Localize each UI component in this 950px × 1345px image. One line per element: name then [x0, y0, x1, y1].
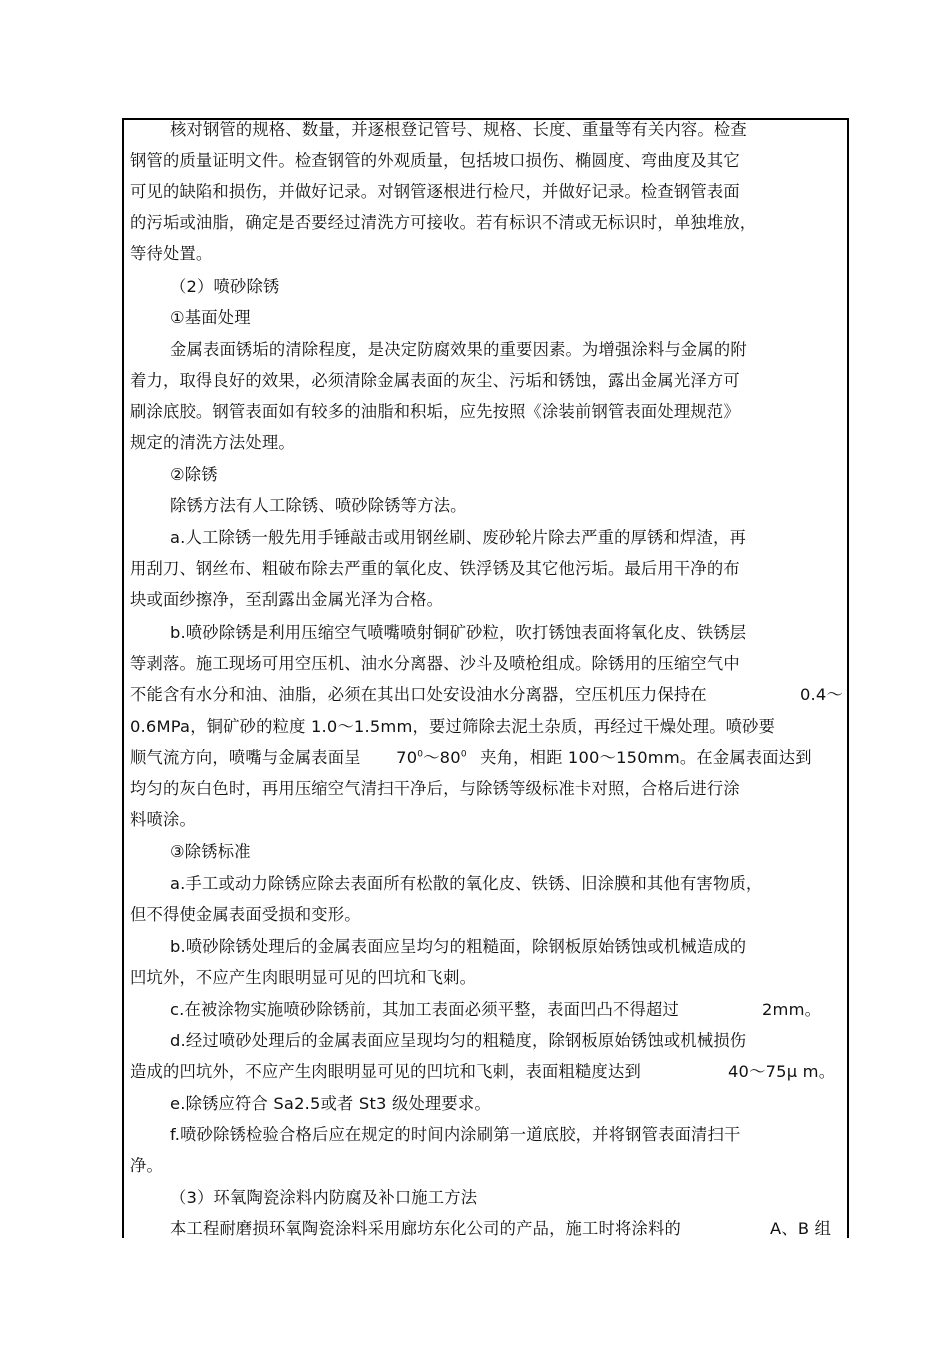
paragraph-line-tail: A、B 组	[770, 1219, 832, 1238]
paragraph-line: b.喷砂除锈处理后的金属表面应呈均匀的粗糙面，除钢板原始锈蚀或机械造成的	[170, 937, 747, 956]
paragraph-line: 料喷涂。	[130, 810, 196, 829]
paragraph-line: 可见的缺陷和损伤，并做好记录。对钢管逐根进行检尺，并做好记录。检查钢管表面	[130, 182, 740, 201]
paragraph-line: 块或面纱擦净，至刮露出金属光泽为合格。	[130, 590, 444, 609]
paragraph-line-tail: 2mm。	[762, 1000, 822, 1019]
paragraph-line: 净。	[130, 1156, 163, 1175]
paragraph-line: 着力，取得良好的效果，必须清除金属表面的灰尘、污垢和锈蚀，露出金属光泽方可	[130, 371, 740, 390]
angle-value: $70^0\sim 80^0$	[396, 748, 467, 767]
subsection-heading: ③除锈标准	[170, 842, 251, 861]
paragraph-line-tail: 40～75μ m。	[728, 1062, 836, 1081]
paragraph-line: 规定的清洗方法处理。	[130, 433, 295, 452]
paragraph-line: 造成的凹坑外，不应产生肉眼明显可见的凹坑和飞刺，表面粗糙度达到	[130, 1062, 641, 1081]
degree-mark: 0	[417, 749, 424, 760]
section-heading: （3）环氧陶瓷涂料内防腐及补口施工方法	[170, 1188, 478, 1207]
paragraph-line: b.喷砂除锈是利用压缩空气喷嘴喷射铜矿砂粒，吹打锈蚀表面将氧化皮、铁锈层	[170, 623, 747, 642]
paragraph-line: 等剥落。施工现场可用空压机、油水分离器、沙斗及喷枪组成。除锈用的压缩空气中	[130, 654, 740, 673]
paragraph-line: a.人工除锈一般先用手锤敲击或用钢丝刷、废砂轮片除去严重的厚锈和焊渣，再	[170, 528, 746, 547]
paragraph-line: 0.6MPa，铜矿砂的粒度 1.0～1.5mm，要过筛除去泥土杂质，再经过干燥处理。喷砂要	[130, 717, 776, 736]
paragraph-line: 用刮刀、钢丝布、粗破布除去严重的氧化皮、铁浮锈及其它他污垢。最后用干净的布	[130, 559, 740, 578]
subsection-heading: ①基面处理	[170, 308, 251, 327]
paragraph-line: 但不得使金属表面受损和变形。	[130, 905, 361, 924]
paragraph-line: 等待处置。	[130, 244, 213, 263]
paragraph-line: 凹坑外，不应产生肉眼明显可见的凹坑和飞刺。	[130, 968, 477, 987]
paragraph-line: 刷涂底胶。钢管表面如有较多的油脂和积垢，应先按照《涂装前钢管表面处理规范》	[130, 402, 740, 421]
line-segment: 夹角，相距 100～150mm。在金属表面达到	[480, 748, 812, 767]
paragraph-line: 除锈方法有人工除锈、喷砂除锈等方法。	[170, 496, 467, 515]
paragraph-line: a.手工或动力除锈应除去表面所有松散的氧化皮、铁锈、旧涂膜和其他有害物质，	[170, 874, 763, 893]
paragraph-line: d.经过喷砂处理后的金属表面应呈现均匀的粗糙度，除钢板原始锈蚀或机械损伤	[170, 1031, 747, 1050]
subsection-heading: ②除锈	[170, 465, 218, 484]
paragraph-line: 不能含有水分和油、油脂，必须在其出口处安设油水分离器，空压机压力保持在	[130, 685, 707, 704]
paragraph-line: c.在被涂物实施喷砂除锈前，其加工表面必须平整，表面凹凸不得超过	[170, 1000, 679, 1019]
paragraph-line: f.喷砂除锈检验合格后应在规定的时间内涂刷第一道底胶，并将钢管表面清扫干	[170, 1125, 741, 1144]
paragraph-line: 本工程耐磨损环氧陶瓷涂料采用廊坊东化公司的产品，施工时将涂料的	[170, 1219, 681, 1238]
paragraph-line: 均匀的灰白色时，再用压缩空气清扫干净后，与除锈等级标准卡对照，合格后进行涂	[130, 779, 740, 798]
paragraph-line: 的污垢或油脂，确定是否要经过清洗方可接收。若有标识不清或无标识时，单独堆放，	[130, 213, 757, 232]
paragraph-line: 核对钢管的规格、数量，并逐根登记管号、规格、长度、重量等有关内容。检查	[170, 120, 747, 139]
section-heading: （2）喷砂除锈	[170, 277, 280, 296]
paragraph-line: 金属表面锈垢的清除程度，是决定防腐效果的重要因素。为增强涂料与金属的附	[170, 340, 747, 359]
paragraph-line-tail: 0.4～	[800, 685, 843, 704]
paragraph-line	[130, 748, 812, 768]
line-segment: 顺气流方向，喷嘴与金属表面呈	[130, 748, 361, 767]
paragraph-line: e.除锈应符合 Sa2.5或者 St3 级处理要求。	[170, 1094, 491, 1113]
paragraph-line: 钢管的质量证明文件。检查钢管的外观质量，包括坡口损伤、椭圆度、弯曲度及其它	[130, 151, 740, 170]
degree-mark: 0	[460, 749, 467, 760]
